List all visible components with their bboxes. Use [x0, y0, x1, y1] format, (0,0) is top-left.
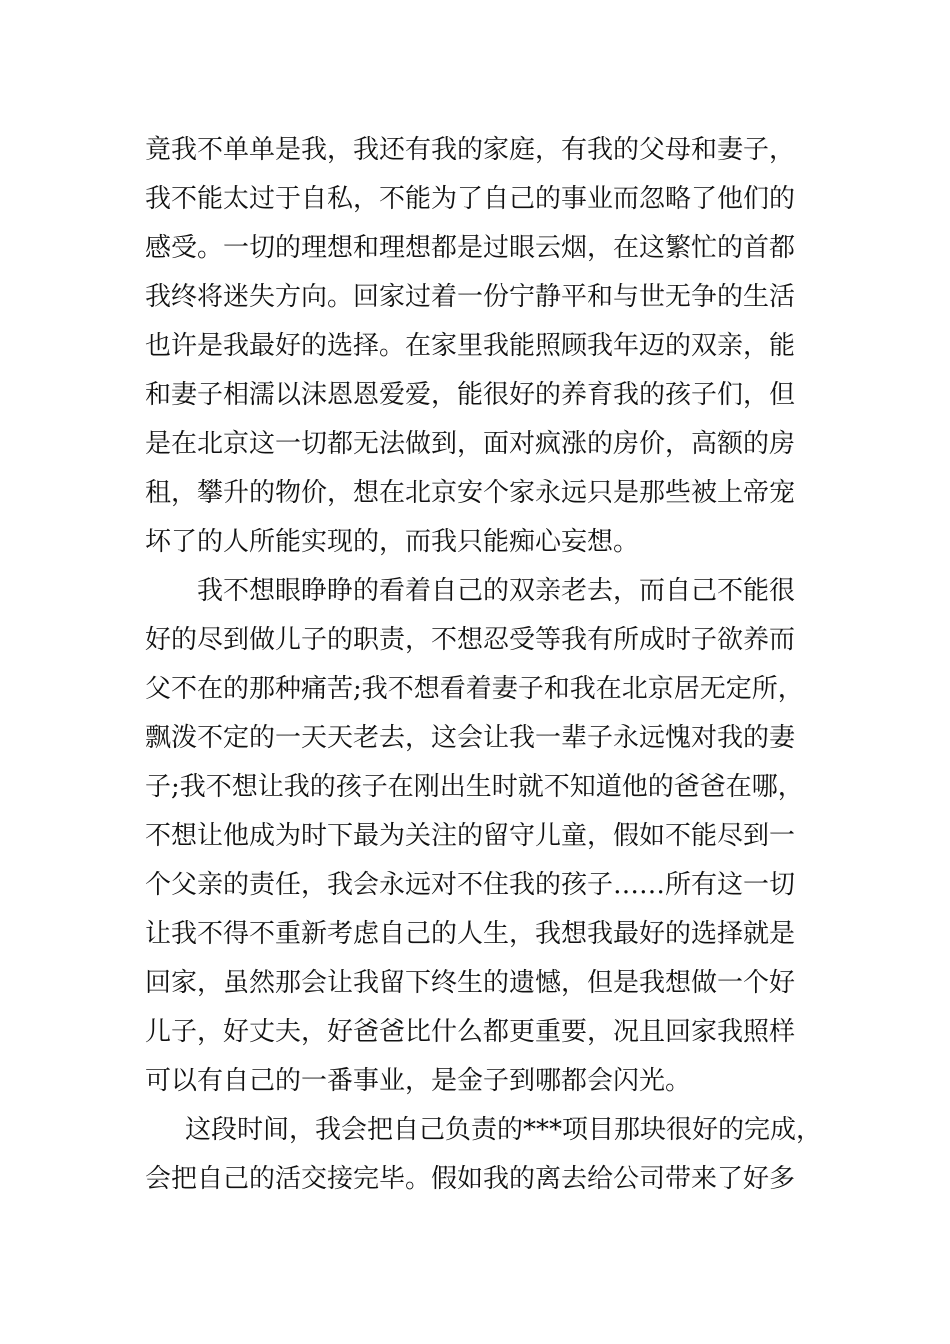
text-line: 儿子，好丈夫，好爸爸比什么都更重要，况且回家我照样 [145, 1017, 796, 1047]
text-line: 竟我不单单是我，我还有我的家庭，有我的父母和妻子， [145, 135, 796, 165]
text-line: 租，攀升的物价，想在北京安个家永远只是那些被上帝宠 [145, 478, 796, 508]
text-line: 会把自己的活交接完毕。假如我的离去给公司带来了好多 [145, 1164, 796, 1194]
text-line: 我不能太过于自私，不能为了自己的事业而忽略了他们的 [145, 184, 796, 214]
text-line: 可以有自己的一番事业，是金子到哪都会闪光。 [145, 1066, 692, 1096]
paragraph-1 [145, 126, 835, 567]
text-line: 我不想眼睁睁的看着自己的双亲老去，而自己不能很 [197, 576, 796, 606]
text-line: 子;我不想让我的孩子在刚出生时就不知道他的爸爸在哪， [145, 772, 804, 802]
text-line: 飘泼不定的一天天老去，这会让我一辈子永远愧对我的妻 [145, 723, 796, 753]
text-line: 和妻子相濡以沫恩恩爱爱，能很好的养育我的孩子们，但 [145, 380, 796, 410]
text-line: 父不在的那种痛苦;我不想看着妻子和我在北京居无定所， [145, 674, 804, 704]
text-line: 感受。一切的理想和理想都是过眼云烟，在这繁忙的首都 [145, 233, 796, 263]
paragraph-2 [145, 567, 835, 1106]
text-line: 是在北京这一切都无法做到，面对疯涨的房价，高额的房 [145, 429, 796, 459]
text-line: 回家，虽然那会让我留下终生的遗憾，但是我想做一个好 [145, 968, 796, 998]
text-line: 我终将迷失方向。回家过着一份宁静平和与世无争的生活 [145, 282, 796, 312]
document-body [145, 126, 835, 1204]
text-line: 坏了的人所能实现的，而我只能痴心妄想。 [145, 527, 640, 557]
text-line: 个父亲的责任，我会永远对不住我的孩子……所有这一切 [145, 870, 796, 900]
text-line: 这段时间，我会把自己负责的***项目那块很好的完成， [185, 1115, 823, 1145]
text-line: 也许是我最好的选择。在家里我能照顾我年迈的双亲，能 [145, 331, 796, 361]
text-line: 让我不得不重新考虑自己的人生，我想我最好的选择就是 [145, 919, 796, 949]
paragraph-3 [145, 1106, 835, 1204]
text-line: 不想让他成为时下最为关注的留守儿童，假如不能尽到一 [145, 821, 796, 851]
text-line: 好的尽到做儿子的职责，不想忍受等我有所成时子欲养而 [145, 625, 796, 655]
